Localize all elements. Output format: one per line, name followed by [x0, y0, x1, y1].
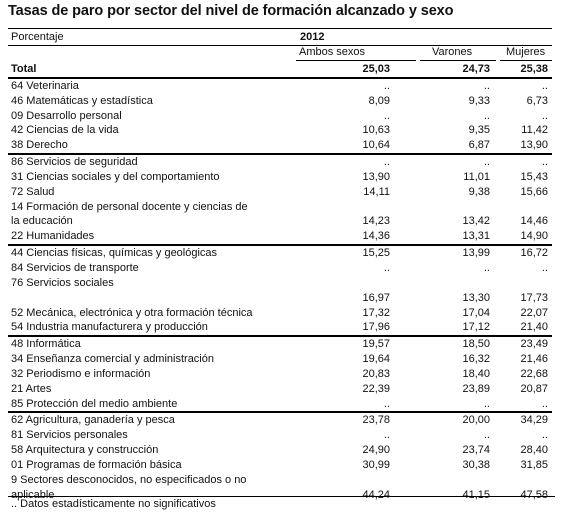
cell-mujeres: 47,58 — [520, 488, 548, 501]
cell-ambos: 14,23 — [362, 215, 390, 228]
cell-varones: 23,74 — [462, 444, 490, 457]
row-label — [11, 337, 81, 352]
row-label-line: 01 Programas de formación básica — [11, 458, 182, 471]
cell-ambos: 17,32 — [362, 306, 390, 319]
cell-mujeres: 22,68 — [520, 367, 548, 380]
row-label — [11, 276, 114, 291]
column-header-mujeres: Mujeres — [500, 45, 552, 61]
table-row — [8, 428, 552, 443]
row-label-line: 48 Informática — [11, 338, 81, 351]
cell-mujeres: 22,07 — [520, 306, 548, 319]
cell-mujeres: 15,43 — [520, 170, 548, 183]
cell-varones: .. — [483, 156, 490, 169]
cell-mujeres: .. — [541, 261, 548, 274]
cell-ambos: 16,97 — [362, 291, 390, 304]
row-label-line: 76 Servicios sociales — [11, 276, 114, 289]
row-label-line: 14 Formación de personal docente y ciencias de — [11, 200, 248, 213]
cell-ambos: 44,24 — [362, 488, 390, 501]
row-label-line: 31 Ciencias sociales y del comportamiento — [11, 170, 220, 183]
cell-varones: 16,32 — [462, 353, 490, 366]
row-label — [11, 185, 54, 200]
row-label — [11, 155, 138, 170]
row-label — [11, 109, 122, 124]
table-row — [8, 458, 552, 473]
cell-mujeres: .. — [541, 109, 548, 122]
row-label-line: 72 Salud — [11, 185, 55, 198]
table-row — [8, 382, 552, 397]
cell-mujeres: 6,73 — [526, 94, 548, 107]
cell-mujeres: .. — [541, 397, 548, 410]
row-label-line: 34 Enseñanza comercial y administración — [11, 353, 214, 366]
cell-ambos: 22,39 — [362, 382, 390, 395]
cell-varones: 23,89 — [462, 382, 490, 395]
row-label — [11, 413, 175, 428]
row-label — [11, 443, 158, 458]
cell-ambos: 19,64 — [362, 353, 390, 366]
cell-varones: 11,01 — [463, 170, 490, 183]
cell-mujeres: 11,42 — [521, 124, 548, 137]
row-label-line: 09 Desarrollo personal — [11, 109, 122, 122]
cell-mujeres: 21,40 — [520, 321, 548, 334]
table-row — [8, 109, 552, 124]
table-row — [8, 155, 552, 170]
table-row — [8, 337, 552, 352]
row-label-line: 38 Derecho — [11, 139, 68, 152]
table-row — [8, 443, 552, 458]
cell-varones: .. — [483, 397, 490, 410]
row-label — [11, 79, 79, 94]
cell-mujeres: .. — [541, 429, 548, 442]
cell-ambos: .. — [383, 429, 390, 442]
row-label — [11, 123, 119, 138]
cell-ambos: 14,36 — [362, 230, 390, 243]
row-label-line: 81 Servicios personales — [11, 429, 128, 442]
cell-mujeres: 15,66 — [520, 185, 548, 198]
row-label-line: 32 Periodismo e información — [11, 367, 151, 380]
cell-mujeres: .. — [541, 79, 548, 92]
row-label — [11, 261, 139, 276]
header-row-columns — [8, 45, 552, 61]
row-label — [11, 170, 220, 185]
cell-ambos: 15,25 — [362, 247, 390, 260]
cell-ambos: 23,78 — [362, 414, 390, 427]
cell-ambos: 25,03 — [362, 63, 390, 75]
cell-mujeres: 23,49 — [520, 338, 548, 351]
row-label-line: 58 Arquitectura y construcción — [11, 444, 159, 457]
table-row — [8, 185, 552, 200]
cell-mujeres: 21,46 — [520, 353, 548, 366]
table-row — [8, 352, 552, 367]
table-row — [8, 123, 552, 138]
table-row — [8, 397, 552, 414]
year-label: 2012 — [300, 31, 325, 43]
table-row — [8, 62, 552, 79]
cell-ambos: 19,57 — [362, 338, 390, 351]
cell-mujeres: 20,87 — [520, 382, 548, 395]
cell-varones: 17,04 — [462, 306, 490, 319]
row-label — [11, 200, 248, 230]
row-label-line: 64 Veterinaria — [11, 79, 79, 92]
table-row — [8, 413, 552, 428]
row-label-line: 52 Mecánica, electrónica y otra formación técnica — [11, 306, 253, 319]
cell-ambos: 10,64 — [362, 139, 390, 152]
cell-mujeres: 25,38 — [520, 63, 548, 75]
cell-ambos: .. — [383, 397, 390, 410]
cell-varones: 41,15 — [462, 488, 490, 501]
cell-varones: 9,33 — [468, 94, 490, 107]
row-label-line: 84 Servicios de transporte — [11, 261, 139, 274]
unit-label: Porcentaje — [11, 31, 64, 43]
cell-mujeres: 34,29 — [520, 414, 548, 427]
row-label — [11, 306, 253, 321]
table-row — [8, 306, 552, 321]
cell-varones: 9,35 — [468, 124, 490, 137]
row-label-line: 22 Humanidades — [11, 230, 95, 243]
cell-ambos: 8,09 — [368, 94, 390, 107]
row-label — [11, 320, 208, 335]
cell-varones: 6,87 — [468, 139, 490, 152]
table-row — [8, 276, 552, 306]
table-row — [8, 94, 552, 109]
cell-ambos: .. — [383, 261, 390, 274]
cell-ambos: 14,11 — [363, 185, 390, 198]
table-row — [8, 229, 552, 246]
cell-varones: 13,42 — [462, 215, 490, 228]
cell-varones: .. — [483, 261, 490, 274]
row-label-line: 54 Industria manufacturera y producción — [11, 321, 208, 334]
table-row — [8, 79, 552, 94]
row-label-line: 44 Ciencias físicas, químicas y geológicas — [11, 247, 218, 260]
cell-varones: .. — [483, 79, 490, 92]
cell-mujeres: 31,85 — [520, 458, 548, 471]
table-row — [8, 200, 552, 230]
row-label — [11, 367, 150, 382]
row-label-line: 21 Artes — [11, 382, 52, 395]
cell-ambos: 17,96 — [362, 321, 390, 334]
table-row — [8, 367, 552, 382]
row-label-line: 42 Ciencias de la vida — [11, 124, 119, 137]
row-label-line: aplicable — [11, 488, 55, 501]
cell-varones: .. — [483, 109, 490, 122]
table-row — [8, 170, 552, 185]
row-label-line: la educación — [11, 215, 73, 228]
row-label — [11, 397, 177, 412]
cell-ambos: 10,63 — [362, 124, 390, 137]
cell-mujeres: 14,46 — [520, 215, 548, 228]
row-label — [11, 94, 153, 109]
cell-mujeres: 16,72 — [520, 247, 548, 260]
row-label-line: 85 Protección del medio ambiente — [11, 397, 178, 410]
cell-varones: 18,50 — [462, 338, 490, 351]
cell-ambos: .. — [383, 156, 390, 169]
footnote: .. Datos estadísticamente no significativos — [8, 496, 555, 511]
cell-varones: 13,30 — [462, 291, 490, 304]
cell-varones: 24,73 — [462, 63, 490, 75]
row-label-line: 62 Agricultura, ganadería y pesca — [11, 414, 175, 427]
column-header-varones: Varones — [420, 45, 496, 61]
cell-varones: 18,40 — [462, 367, 490, 380]
table-row — [8, 320, 552, 337]
row-label — [11, 229, 94, 244]
cell-ambos: .. — [383, 109, 390, 122]
row-label — [11, 382, 51, 397]
row-label — [11, 352, 214, 367]
cell-mujeres: 13,90 — [520, 139, 548, 152]
cell-varones: 13,31 — [462, 230, 490, 243]
header-row-year — [8, 28, 552, 46]
cell-ambos: 20,83 — [362, 367, 390, 380]
cell-varones: .. — [483, 429, 490, 442]
cell-varones: 20,00 — [462, 414, 490, 427]
cell-ambos: 30,99 — [362, 458, 390, 471]
cell-mujeres: 17,73 — [520, 291, 548, 304]
row-label — [11, 458, 182, 473]
cell-ambos: 24,90 — [362, 444, 390, 457]
row-label-line: Total — [11, 63, 37, 75]
row-label — [11, 428, 128, 443]
cell-ambos: 13,90 — [362, 170, 390, 183]
table-body — [8, 62, 552, 502]
row-label-line: 9 Sectores desconocidos, no especificados o no — [11, 473, 247, 486]
table-row — [8, 246, 552, 261]
table-row — [8, 138, 552, 155]
cell-varones: 9,38 — [468, 185, 490, 198]
row-label-line: 86 Servicios de seguridad — [11, 156, 138, 169]
row-label — [11, 138, 68, 153]
cell-varones: 13,99 — [462, 247, 490, 260]
table-row — [8, 261, 552, 276]
cell-varones: 17,12 — [462, 321, 490, 334]
row-label-line: 46 Matemáticas y estadística — [11, 94, 153, 107]
column-header-ambos: Ambos sexos — [296, 45, 416, 61]
cell-mujeres: 28,40 — [520, 444, 548, 457]
row-label — [11, 246, 217, 261]
cell-ambos: .. — [383, 79, 390, 92]
cell-mujeres: .. — [541, 156, 548, 169]
table-title: Tasas de paro por sector del nivel de formación alcanzado y sexo — [8, 3, 454, 19]
row-label — [11, 62, 36, 77]
cell-varones: 30,38 — [462, 458, 490, 471]
cell-mujeres: 14,90 — [520, 230, 548, 243]
